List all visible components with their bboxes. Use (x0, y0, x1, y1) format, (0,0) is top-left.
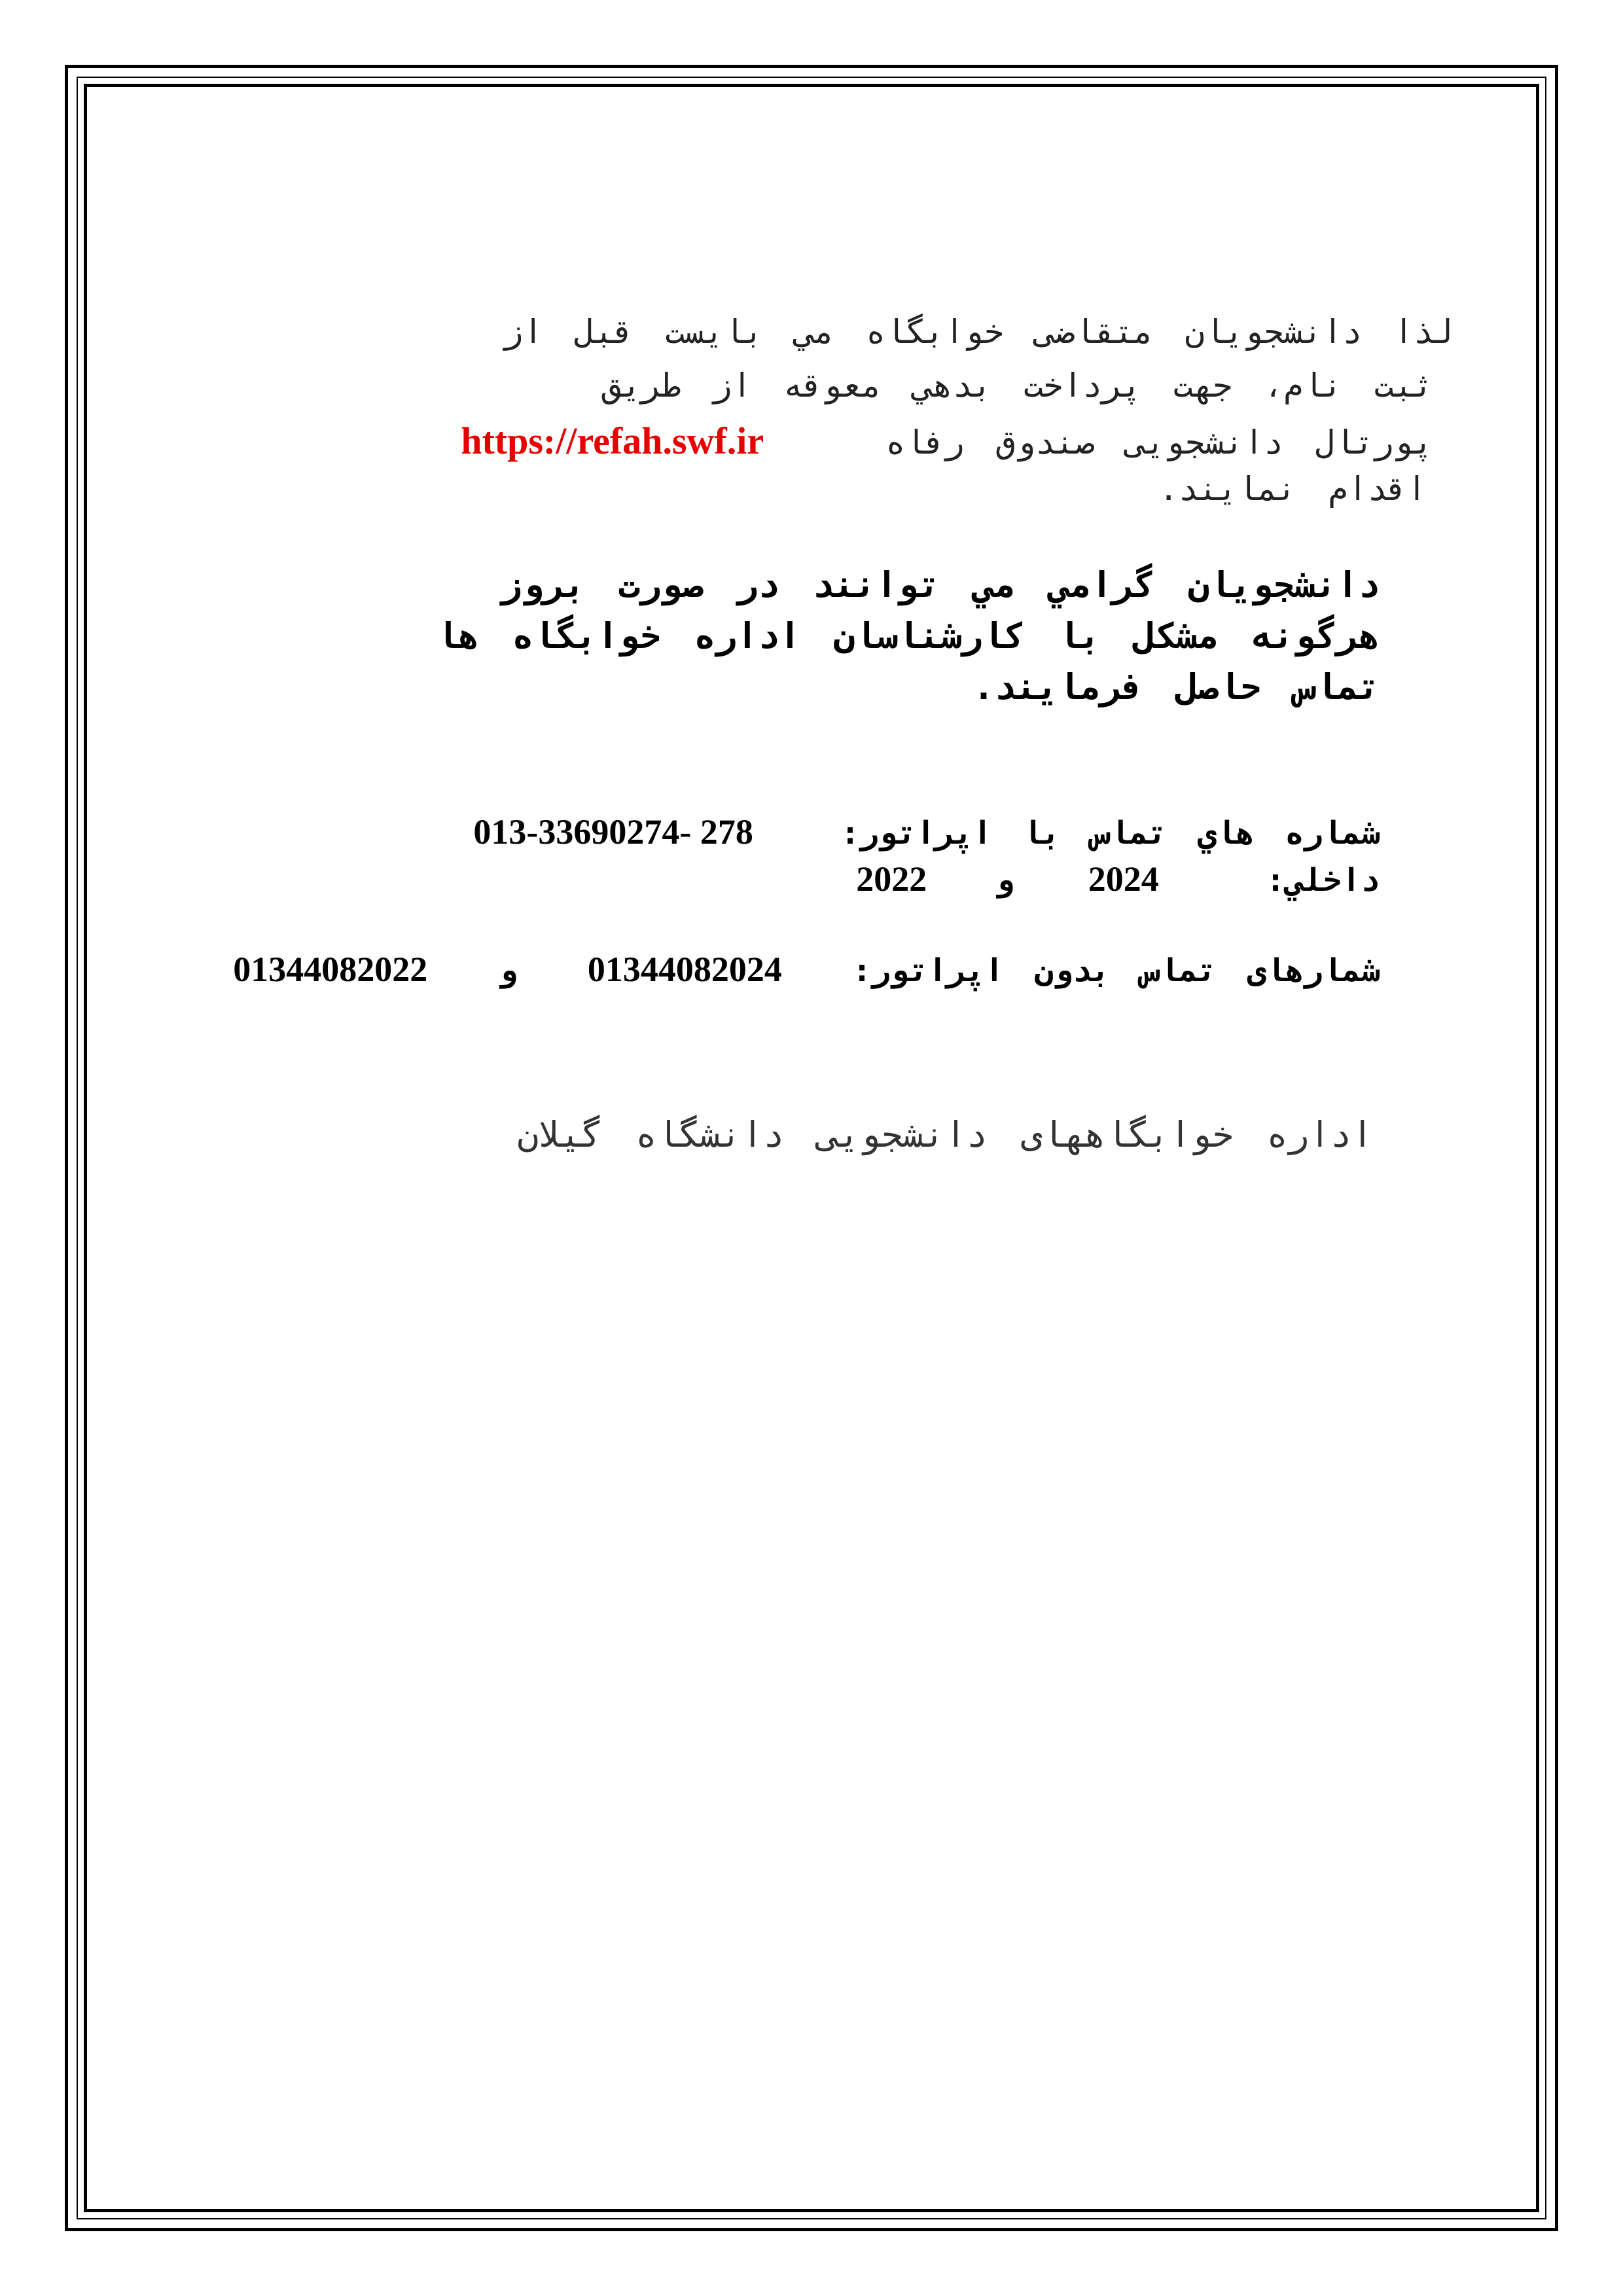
extension-number-a: 2024 (1088, 859, 1159, 899)
direct-phone-joiner: و (498, 952, 518, 989)
office-signature: اداره خوابگاههای دانشجویی دانشگاه گیلان (517, 1114, 1373, 1155)
intro-line-2: ثبت نام، جهت پرداخت بدهي معوقه از طريق (602, 367, 1433, 404)
direct-phone-line (233, 949, 1380, 990)
extension-label: داخلي: (1266, 862, 1380, 899)
extension-joiner: و (995, 862, 1014, 899)
intro-line-4: اقدام نمايند. (1158, 470, 1427, 508)
operator-phone-label: شماره هاي تماس با اپراتور: (840, 815, 1380, 852)
operator-phone-line (473, 812, 1380, 852)
intro-line-1: لذا دانشجويان متقاضی خوابگاه مي بايست قبل از (503, 313, 1453, 351)
direct-phone-label: شمارهای تماس بدون اپراتور: (852, 952, 1380, 989)
notice-line-2: هرگونه مشکل با کارشناسان اداره خوابگاه ها (437, 615, 1380, 656)
intro-line-3-text: پورتال دانشجویی صندوق رفاه (885, 423, 1433, 461)
extension-number-b: 2022 (856, 859, 927, 899)
direct-phone-number-b: 01344082022 (233, 950, 428, 989)
extension-line (856, 859, 1380, 899)
operator-phone-number: 013-33690274- 278 (473, 812, 753, 852)
notice-line-1: دانشجويان گرامي مي توانند در صورت بروز (500, 564, 1380, 605)
refah-portal-link[interactable]: https://refah.swf.ir (461, 420, 764, 462)
notice-line-3: تماس حاصل فرمايند. (972, 666, 1380, 708)
intro-line-3 (461, 419, 1433, 463)
direct-phone-number-a: 01344082024 (587, 950, 782, 989)
